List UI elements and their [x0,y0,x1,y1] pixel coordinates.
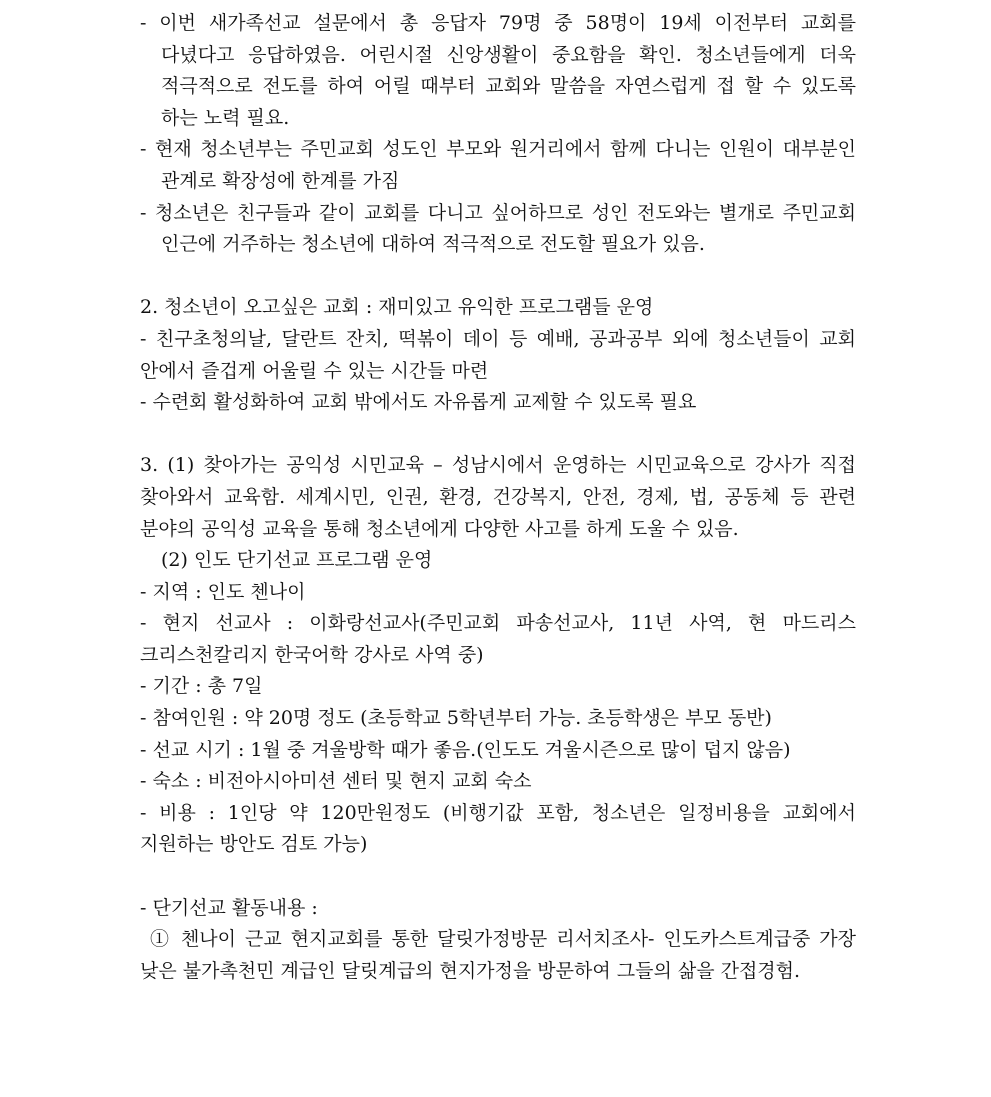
youth-evangelism-bullet: - 청소년은 친구들과 같이 교회를 다니고 싶어하므로 성인 전도와는 별개로 주민교회 인근에 거주하는 청소년에 대하여 적극적으로 전도할 필요가 있음. [140,201,856,256]
mission-detail-item: - 기간 : 총 7일 [140,675,263,698]
paragraph-gap [140,419,856,451]
paragraph-gap [140,861,856,893]
survey-result-bullet: - 이번 새가족선교 설문에서 총 응답자 79명 중 58명이 19세 이전부터 교회를 다녔다고 응답하였음. 어린시절 신앙생활이 중요함을 확인. 청소년들에게 더욱 적극적으로 전도를 하여 어릴 때부터 교회와 말씀을 자연스럽게 접 할 수 있도록 하는 노력 필요. [140,12,856,129]
section-3-intro: 3. (1) 찾아가는 공익성 시민교육 – 성남시에서 운영하는 시민교육으로 강사가 직접 찾아와서 교육함. 세계시민, 인권, 환경, 건강복지, 안전, 경제, 법, 공동체 등 관련 분야의 공익성 교육을 통해 청소년에게 다양한 사고를 하게 도울 수 있음. [140,454,856,540]
paragraph-gap [140,261,856,293]
mission-detail-item: - 숙소 : 비전아시아미션 센터 및 현지 교회 숙소 [140,770,532,793]
section-3-sub-heading: (2) 인도 단기선교 프로그램 운영 [161,549,433,572]
section-2-heading: 2. 청소년이 오고싶은 교회 : 재미있고 유익한 프로그램들 운영 [140,296,654,319]
document-page [140,8,856,987]
youth-department-limit-bullet: - 현재 청소년부는 주민교회 성도인 부모와 원거리에서 함께 다니는 인원이 대부분인 관계로 확장성에 한계를 가짐 [140,138,856,192]
activities-heading: - 단기선교 활동내용 : [140,896,318,919]
mission-detail-item: - 참여인원 : 약 20명 정도 (초등학교 5학년부터 가능. 초등학생은 부모 동반) [140,707,772,730]
mission-detail-item: - 비용 : 1인당 약 120만원정도 (비행기값 포함, 청소년은 일정비용을 교회에서 지원하는 방안도 검토 가능) [140,801,856,856]
section-2-item: - 수련회 활성화하여 교회 밖에서도 자유롭게 교제할 수 있도록 필요 [140,391,697,414]
mission-detail-item: - 선교 시기 : 1월 중 겨울방학 때가 좋음.(인도도 겨울시즌으로 많이 덥지 않음) [140,738,791,761]
mission-detail-item: - 현지 선교사 : 이화랑선교사(주민교회 파송선교사, 11년 사역, 현 마드리스 크리스천칼리지 한국어학 강사로 사역 중) [140,612,856,666]
activity-item: ① 첸나이 근교 현지교회를 통한 달릿가정방문 리서치조사- 인도카스트계급중 가장 낮은 불가촉천민 계급인 달릿계급의 현지가정을 방문하여 그들의 삶을 간접경험. [140,928,856,982]
section-2-item: - 친구초청의날, 달란트 잔치, 떡볶이 데이 등 예배, 공과공부 외에 청소년들이 교회 안에서 즐겁게 어울릴 수 있는 시간들 마련 [140,327,856,382]
mission-detail-item: - 지역 : 인도 첸나이 [140,580,306,603]
